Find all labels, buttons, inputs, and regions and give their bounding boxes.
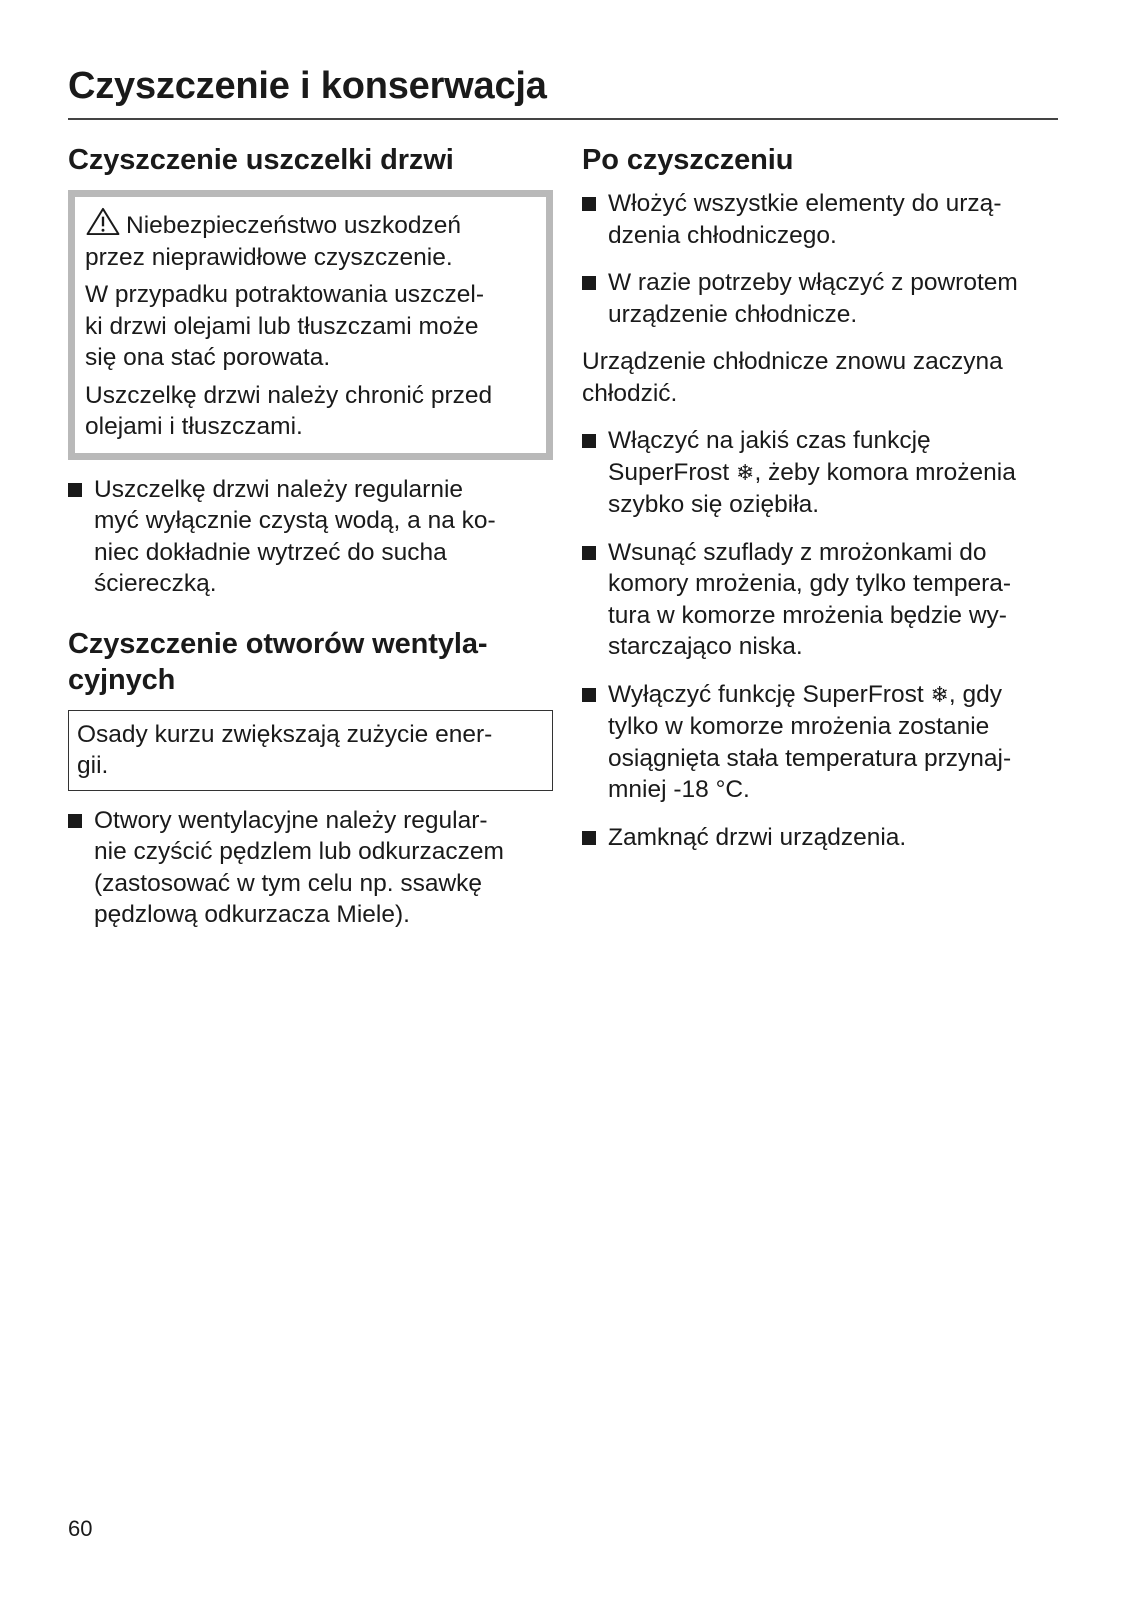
right-column: [582, 142, 1062, 853]
bullet-square-icon: [582, 197, 596, 211]
list-item: Włożyć wszystkie elementy do urzą- dzenia chłodniczego.: [582, 188, 1062, 251]
paragraph: Urządzenie chłodnicze znowu zaczyna chłodzić.: [582, 348, 1003, 407]
list-item: Włączyć na jakiś czas funkcję SuperFrost ❄, żeby komora mrożenia szybko się oziębiła.: [582, 425, 1062, 521]
bullet-square-icon: [582, 831, 596, 845]
list-item: Otwory wentylacyjne należy regular- nie czyścić pędzlem lub odkurzaczem (zastosować w tym celu np. ssawkę pędzlową odkurzacza Miele).: [68, 805, 553, 931]
bullet-square-icon: [582, 546, 596, 560]
page-number: 60: [68, 1516, 93, 1541]
snowflake-icon: ❄: [930, 682, 949, 708]
warning-box: [68, 190, 553, 460]
bullet-square-icon: [582, 688, 596, 702]
left-column: [68, 142, 553, 931]
list-item: Zamknąć drzwi urządzenia.: [582, 822, 1062, 854]
list-item: Uszczelkę drzwi należy regularnie myć wyłącznie czystą wodą, a na ko- niec dokładnie wytrzeć do sucha ściereczką.: [68, 474, 553, 600]
warning-line-6: Uszczelkę drzwi należy chronić przed: [85, 381, 493, 409]
title-divider: [68, 118, 1058, 120]
bullet-square-icon: [68, 814, 82, 828]
warning-line-7: olejami i tłuszczami.: [85, 413, 303, 440]
warning-line-5: się ona stać porowata.: [85, 344, 331, 371]
section-heading-door-seal: Czyszczenie uszczelki drzwi: [68, 144, 454, 176]
warning-line-2: przez nieprawidłowe czyszczenie.: [85, 243, 453, 271]
bullet-square-icon: [68, 483, 82, 497]
note-box: Osady kurzu zwiększają zużycie ener- gii.: [68, 710, 553, 791]
warning-line-4: ki drzwi olejami lub tłuszczami może: [85, 312, 479, 340]
page-title: Czyszczenie i konserwacja: [68, 65, 547, 107]
warning-line-3: W przypadku potraktowania uszczel-: [85, 281, 484, 308]
snowflake-icon: ❄: [736, 460, 755, 486]
warning-line-1: [85, 207, 536, 242]
warning-triangle-icon: [85, 207, 121, 236]
bullet-square-icon: [582, 434, 596, 448]
list-item: Wsunąć szuflady z mrożonkami do komory mrożenia, gdy tylko tempera- tura w komorze mrożenia będzie wy- starczająco niska.: [582, 537, 1062, 663]
section-heading-vents: Czyszczenie otworów wentyla- cyjnych: [68, 627, 488, 696]
list-item: W razie potrzeby włączyć z powrotem urządzenie chłodnicze.: [582, 267, 1062, 330]
list-item: Wyłączyć funkcję SuperFrost ❄, gdy tylko w komorze mrożenia zostanie osiągnięta stała temperatura przynaj- mniej -18 °C.: [582, 679, 1062, 806]
section-heading-after-cleaning: Po czyszczeniu: [582, 144, 794, 176]
bullet-square-icon: [582, 276, 596, 290]
warning-title: Niebezpieczeństwo uszkodzeń: [126, 212, 462, 239]
